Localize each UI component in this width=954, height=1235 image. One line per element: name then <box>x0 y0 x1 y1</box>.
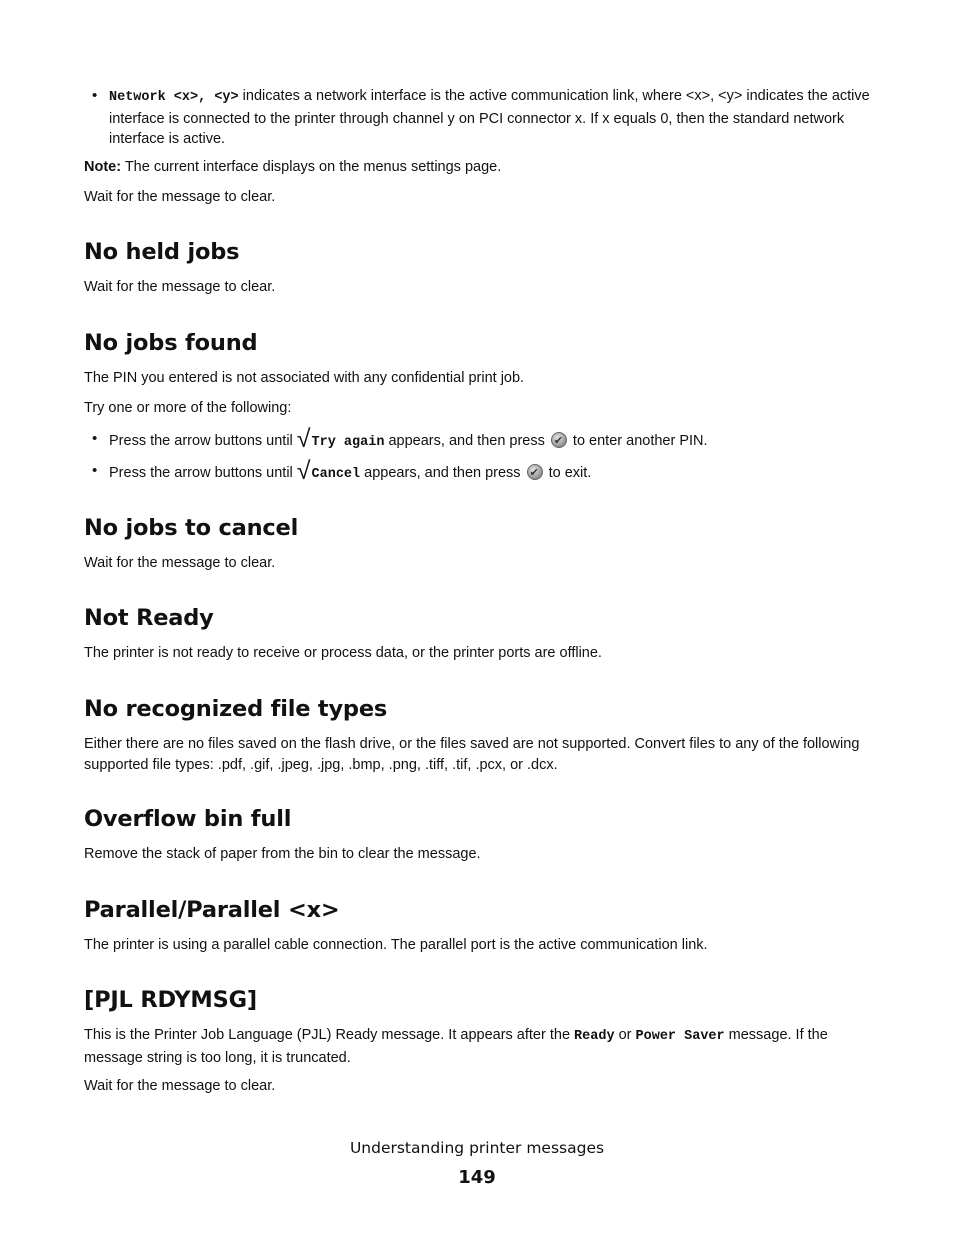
heading-parallel: Parallel/Parallel <x> <box>84 897 340 923</box>
pjl-text-or: or <box>614 1027 636 1043</box>
pjl-text <box>84 1025 874 1068</box>
heading-no-recognized-file-types: No recognized file types <box>84 696 388 722</box>
ready-code: Ready <box>574 1029 615 1044</box>
note-label: Note: <box>84 159 122 175</box>
heading-pjl-rdymsg: [PJL RDYMSG] <box>84 987 257 1013</box>
try-again-code: Try again <box>311 435 385 450</box>
checkmark-arrow-icon: √ <box>296 457 311 485</box>
cancel-bullet <box>84 457 899 486</box>
pjl-text-pre: This is the Printer Job Language (PJL) Ready message. It appears after the <box>84 1027 575 1043</box>
no-jobs-found-text1: The PIN you entered is not associated with any confidential print job. <box>84 370 525 386</box>
checkmark-arrow-icon: √ <box>296 425 311 453</box>
bullet-text: appears, and then press <box>384 433 549 449</box>
overflow-text: Remove the stack of paper from the bin to clear the message. <box>84 846 481 862</box>
bullet-text: Press the arrow buttons until <box>109 433 297 449</box>
cancel-code: Cancel <box>311 467 361 482</box>
bullet-text: to exit. <box>544 465 592 481</box>
network-text: indicates a network interface is the active communication link, where <x>, <y> indicates the active interface is connected to the printer through channel y on PCI connector x. If x equals 0, then the standard network interface is active. <box>109 88 870 147</box>
no-held-jobs-text: Wait for the message to clear. <box>84 279 276 295</box>
bullet-text: Press the arrow buttons until <box>109 465 297 481</box>
bullet-text: to enter another PIN. <box>568 433 708 449</box>
intro-wait: Wait for the message to clear. <box>84 189 276 205</box>
footer-title: Understanding printer messages <box>349 1139 605 1157</box>
try-again-bullet <box>84 425 899 454</box>
page-number: 149 <box>458 1167 496 1188</box>
no-jobs-to-cancel-text: Wait for the message to clear. <box>84 555 276 571</box>
parallel-text: The printer is using a parallel cable connection. The parallel port is the active communication link. <box>84 937 708 953</box>
not-ready-text: The printer is not ready to receive or process data, or the printer ports are offline. <box>84 645 602 661</box>
network-bullet <box>84 86 899 150</box>
note-text: The current interface displays on the menus settings page. <box>121 159 502 175</box>
note <box>84 157 501 178</box>
select-button-icon <box>551 432 567 448</box>
heading-no-jobs-to-cancel: No jobs to cancel <box>84 515 299 541</box>
heading-no-jobs-found: No jobs found <box>84 330 258 356</box>
pjl-wait: Wait for the message to clear. <box>84 1078 276 1094</box>
heading-no-held-jobs: No held jobs <box>84 239 240 265</box>
power-saver-code: Power Saver <box>635 1029 725 1044</box>
no-jobs-found-text2: Try one or more of the following: <box>84 400 292 416</box>
select-button-icon <box>527 464 543 480</box>
no-recognized-text: Either there are no files saved on the flash drive, or the files saved are not supported. Convert files to any of the following supported file types: .pdf, .gif, .jpeg, .jpg, .bmp, .png, .tiff, .tif, .pcx, or .dcx. <box>84 736 860 773</box>
network-code: Network <x>, <y> <box>109 90 239 105</box>
pjl-text-post: message. If the message string is too long, it is truncated. <box>84 1027 828 1066</box>
heading-not-ready: Not Ready <box>84 605 214 631</box>
bullet-text: appears, and then press <box>360 465 525 481</box>
heading-overflow-bin-full: Overflow bin full <box>84 806 292 832</box>
